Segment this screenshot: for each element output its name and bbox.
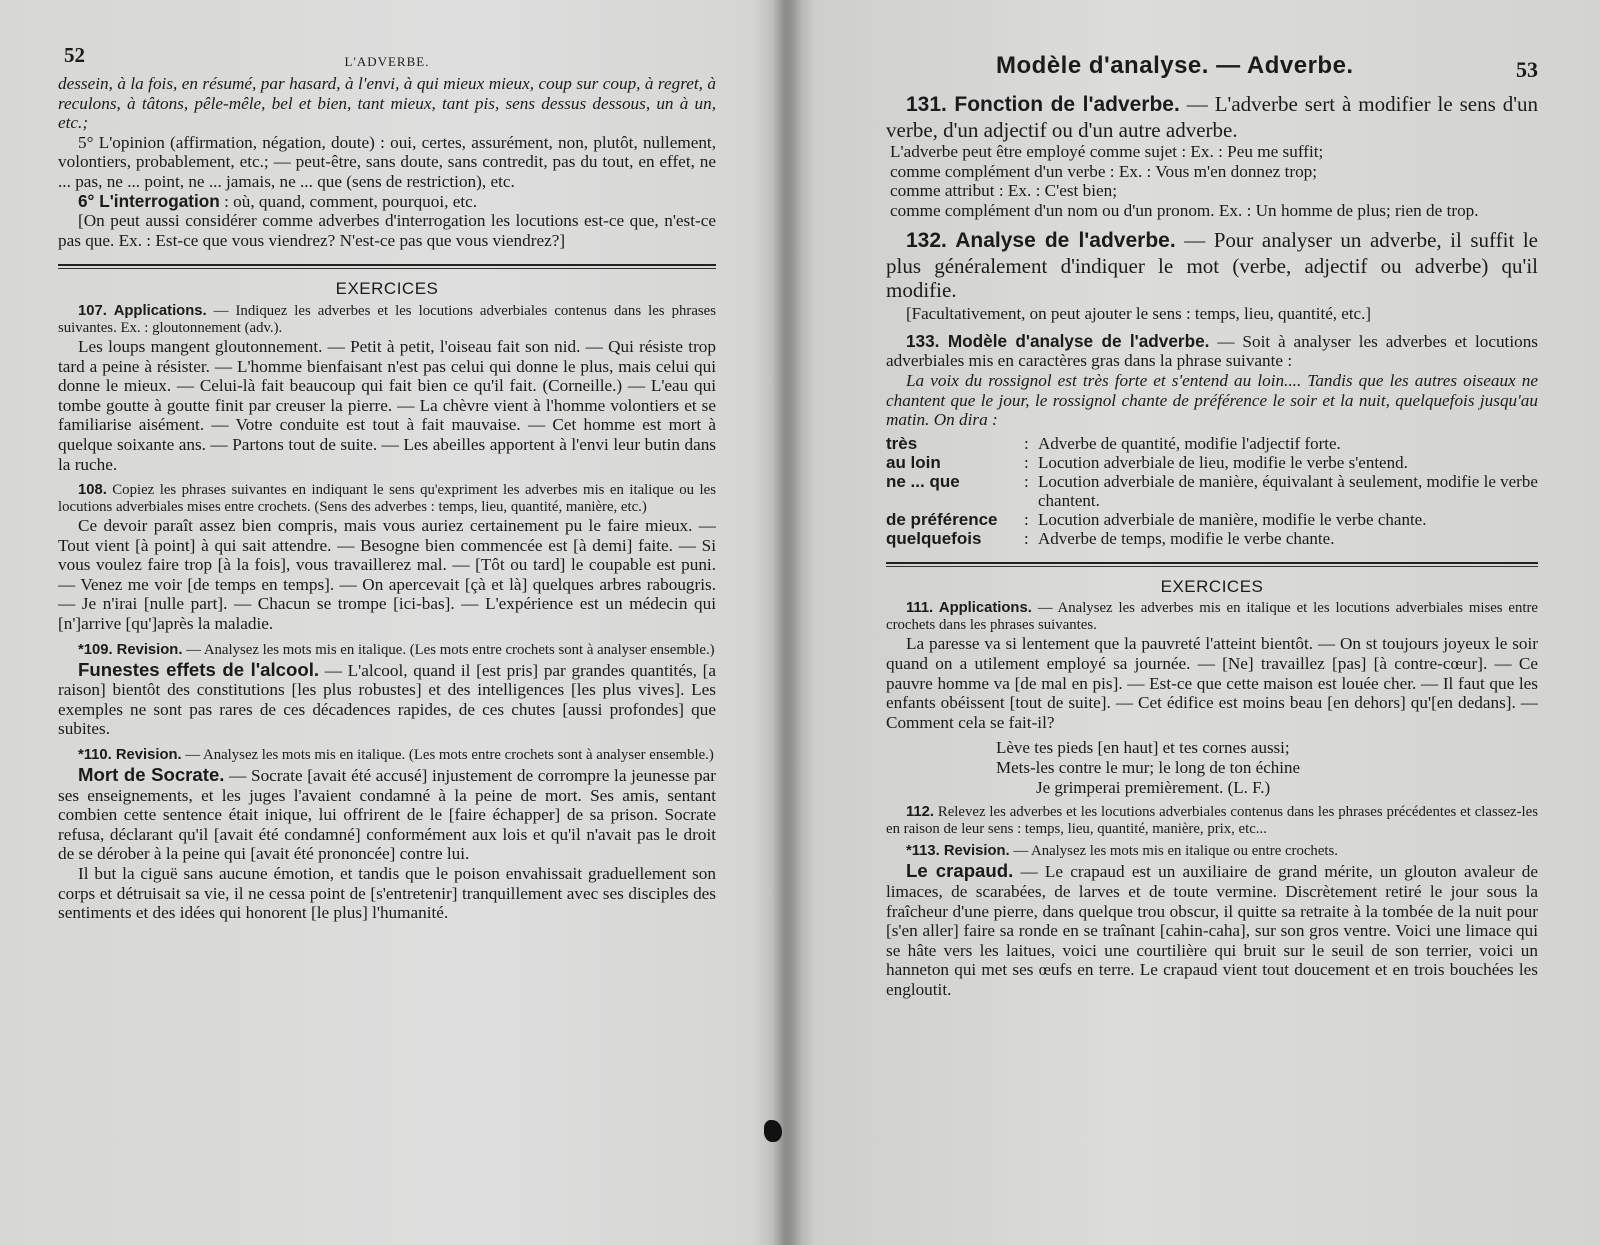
analysis-colon: : xyxy=(1024,471,1029,491)
section-133-quote: La voix du rossignol est très forte et s'entend au loin.... Tandis que les autres oiseaux ne chantent que le jour, le rossignol chante de préférence le soir et la nuit, quelquefois jusqu'au matin. On dira : xyxy=(886,371,1538,430)
interrogation-text: : où, quand, comment, pourquoi, etc. xyxy=(219,191,478,211)
analysis-row xyxy=(886,472,1538,510)
exercise-107-text: — Indiquez les adverbes et les locutions adverbiales contenus dans les phrases suivantes. Ex. : gloutonnement (adv.). xyxy=(58,302,716,336)
analysis-table xyxy=(886,434,1538,548)
analysis-term: très xyxy=(886,433,918,453)
exercise-111-head: 111. Applications. xyxy=(906,600,1032,617)
right-page-header xyxy=(886,40,1538,92)
section-131-head: 131. Fonction de l'adverbe. xyxy=(906,93,1180,116)
analysis-colon: : xyxy=(1024,509,1029,529)
analysis-colon: : xyxy=(1024,528,1029,548)
exercise-113-title: Le crapaud. xyxy=(906,860,1014,882)
exercises-title: EXERCICES xyxy=(335,279,439,299)
analysis-description: Locution adverbiale de lieu, modifie le verbe s'entend. xyxy=(1038,452,1408,472)
exercise-107-instructions xyxy=(58,303,716,337)
exercise-113-head: *113. Revision. xyxy=(906,843,1010,860)
analysis-term: ne ... que xyxy=(886,471,960,491)
exercise-113-instructions xyxy=(886,843,1538,860)
exercise-108-text: Copiez les phrases suivantes en indiquant le sens qu'expriment les adverbes mis en italique ou les locutions adverbiales mises entre crochets. (Sens des adverbes : temps, lieu, quantité, manière, etc.) xyxy=(58,482,716,516)
analysis-description: Adverbe de quantité, modifie l'adjectif forte. xyxy=(1038,433,1341,453)
exercise-112-instructions xyxy=(886,804,1538,838)
exercise-109-text-body: — L'alcool, quand il [est pris] par grandes quantités, [a raison] bientôt des constitutions [les plus robustes] et des intelligences [les plus vives]. Les exemples ne sont pas rares de ces décadences rapides, de ces chutes [aussi profondes] que subites. xyxy=(58,660,716,739)
exercise-111-instructions xyxy=(886,600,1538,634)
paragraph-interrogation xyxy=(58,192,716,212)
exercise-112-head: 112. xyxy=(906,804,934,821)
analysis-row xyxy=(886,510,1538,529)
ink-blot xyxy=(764,1120,782,1142)
example-complement-verb: comme complément d'un verbe : Ex. : Vous m'en donnez trop; xyxy=(890,161,1318,181)
page-number: 52 xyxy=(64,43,85,67)
exercise-113-text-body: — Le crapaud est un auxiliaire de grand mérite, un glouton avaleur de limaces, de scarabées, de larves et de toute vermine. Discrètement retiré le jour sous la fraîcheur d'une pierre, dans quelque trou obscur, il quitte sa retraite à la tombée de la nuit pour [s'en aller] faire sa ronde en se traînant [cahin-caha], sur son gros ventre. Voici une limace qui se hâte vers les laitues, voici une courtilière qui bruit sur le seuil de son terrier, voici un hanneton qui met ses œufs en terre. Le crapaud vient tout doucement et en trois bouchées les engloutit. xyxy=(886,862,1538,999)
exercise-110-body xyxy=(58,764,716,864)
analysis-term: au loin xyxy=(886,452,941,472)
exercise-112-text: Relevez les adverbes et les locutions adverbiales contenus dans les phrases précédentes et classez-les en raison de leur sens : temps, lieu, quantité, manière, prix, etc... xyxy=(886,804,1538,838)
exercise-111-text: — Analysez les adverbes mis en italique et les locutions adverbiales mises entre crochets dans les phrases suivantes. xyxy=(886,600,1538,634)
analysis-colon: : xyxy=(1024,433,1029,453)
page-number: 53 xyxy=(1516,57,1538,82)
section-133 xyxy=(886,332,1538,371)
exercise-107-head: 107. Applications. xyxy=(78,302,207,319)
exercise-113-body xyxy=(886,860,1538,999)
exercise-110-instructions xyxy=(58,747,716,764)
poem-quote xyxy=(996,738,1538,798)
paragraph-manner-list: dessein, à la fois, en résumé, par hasard, à l'envi, à qui mieux mieux, coup sur coup, à regret, à reculons, à tâtons, pêle-mêle, bel et bien, tant mieux, tant pis, sens dessus dessous, un à un, etc.; xyxy=(58,74,716,133)
running-head: L'ADVERBE. xyxy=(344,54,430,69)
exercise-109-body xyxy=(58,659,716,739)
section-133-text: — Soit à analyser les adverbes et locutions adverbiales mis en caractères gras dans la phrase suivante : xyxy=(886,331,1538,371)
left-page-header xyxy=(58,40,716,74)
section-131-examples xyxy=(886,142,1538,220)
right-page xyxy=(886,40,1538,1230)
analysis-description: Locution adverbiale de manière, modifie le verbe chante. xyxy=(1038,509,1427,529)
section-131 xyxy=(886,92,1538,142)
poem-line: Lève tes pieds [en haut] et tes cornes aussi; xyxy=(996,738,1290,758)
exercise-109-title: Funestes effets de l'alcool. xyxy=(78,658,320,680)
section-132-text: — Pour analyser un adverbe, il suffit le plus généralement d'indiquer le mot (verbe, adjectif ou adverbe) qu'il modifie. xyxy=(886,228,1538,303)
analysis-colon: : xyxy=(1024,452,1029,472)
interrogation-label: 6° L'interrogation xyxy=(78,190,220,211)
analysis-row xyxy=(886,529,1538,548)
poem-line: Je grimperai premièrement. (L. F.) xyxy=(1036,778,1271,798)
left-page xyxy=(58,40,716,1230)
exercises-title: EXERCICES xyxy=(1160,576,1264,596)
exercise-109-head: *109. Revision. xyxy=(78,641,183,658)
section-132-note: [Facultativement, on peut ajouter le sens : temps, lieu, quantité, etc.] xyxy=(906,303,1372,323)
exercise-107-body: Les loups mangent gloutonnement. — Petit à petit, l'oiseau fait son nid. — Qui résiste trop tard a peine à résister. — L'homme bienfaisant n'est pas celui qui donne le plus, mais celui qui donne le mieux. — Celui-là fait beaucoup qui fait bien ce qu'il fait. (Corneille.) — L'eau qui tombe goutte à goutte finit par creuser la pierre. — La chèvre vient à l'homme volontiers et se familiarise aisément. — Votre conduite est tout à fait mauvaise. — Cet homme est mort à quelque soixante ans. — Partons tout de suite. — Les abeilles apportent à l'envi leur butin dans la ruche. xyxy=(58,336,716,474)
poem-line: Mets-les contre le mur; le long de ton échine xyxy=(996,758,1301,778)
exercise-110-text-body: — Socrate [avait été accusé] injustement de corrompre la jeunesse par ses enseignements, et les juges l'avaient condamné à la peine de mort. Ses amis, sentant combien cette sentence était inique, lui offrirent de le [faire échapper] de sa prison. Socrate refusa, déclarant qu'il [avait été condamné] conformément aux lois et qu'il n'avait pas le droit de se dérober à la peine qui [avait été prononcée] contre lui. xyxy=(58,766,716,864)
section-133-head: 133. Modèle d'analyse de l'adverbe. xyxy=(906,330,1210,351)
section-131-text: — L'adverbe sert à modifier le sens d'un verbe, d'un adjectif ou d'un autre adverbe. xyxy=(886,92,1538,142)
analysis-description: Locution adverbiale de manière, équivalant à seulement, modifie le verbe chantent. xyxy=(1038,471,1538,510)
exercise-111-body: La paresse va si lentement que la pauvreté l'atteint bientôt. — On st toujours joyeux le soir quand on a utilement employé sa journée. — [Ne] travaillez [pas] [à contre-cœur]. — Ce pauvre homme va [de mal en pis]. — Est-ce que cette maison est louée cher. — Il faut que les enfants obéissent [tout de suite]. — Cet édifice est moins beau [en dehors] qu'[en dedans]. — Comment cela se fait-il? xyxy=(886,634,1538,732)
exercise-113-text: — Analysez les mots mis en italique ou entre crochets. xyxy=(1009,843,1338,860)
analysis-term: quelquefois xyxy=(886,528,982,548)
paragraph-interrogation-note: [On peut aussi considérer comme adverbes d'interrogation les locutions est-ce que, n'est-ce pas que. Ex. : Est-ce que vous viendrez? N'est-ce pas que vous viendrez?] xyxy=(58,211,716,250)
exercise-110-body-2: Il but la ciguë sans aucune émotion, et tandis que le poison envahissait graduellement son corps et détruisait sa vie, il ne cessa point de [s'entretenir] tranquillement avec ses disciples des sentiments et des idées qui honorent [le plus] l'humanité. xyxy=(58,864,716,923)
exercise-109-instructions xyxy=(58,642,716,659)
section-132 xyxy=(886,228,1538,303)
section-rule xyxy=(58,264,716,269)
analysis-row xyxy=(886,453,1538,472)
analysis-term: de préférence xyxy=(886,509,998,529)
paragraph-opinion: 5° L'opinion (affirmation, négation, doute) : oui, certes, assurément, non, plutôt, nullement, volontiers, probablement, etc.; — peut-être, sans doute, sans contredit, pas du tout, en effet, ne ... pas, ne ... point, ne ... jamais, ne ... que (sens de restriction), etc. xyxy=(58,132,716,191)
analysis-description: Adverbe de temps, modifie le verbe chante. xyxy=(1038,528,1335,548)
running-head: Modèle d'analyse. — Adverbe. xyxy=(996,52,1354,79)
exercise-110-text: — Analysez les mots mis en italique. (Les mots entre crochets sont à analyser ensemble.) xyxy=(181,747,714,764)
section-rule xyxy=(886,562,1538,567)
exercise-108-instructions xyxy=(58,482,716,516)
exercise-108-head: 108. xyxy=(78,482,107,499)
example-attribute: comme attribut : Ex. : C'est bien; xyxy=(890,181,1117,201)
analysis-row xyxy=(886,434,1538,453)
section-132-head: 132. Analyse de l'adverbe. xyxy=(906,229,1176,253)
exercise-109-text: — Analysez les mots mis en italique. (Les mots entre crochets sont à analyser ensemble.) xyxy=(182,641,715,658)
exercise-108-body: Ce devoir paraît assez bien compris, mais vous auriez certainement pu le faire mieux. — Tout vient [à point] à qui sait attendre. — Besogne bien commencée est [à demi] faite. — Si vous voulez faire trop [à la fois], vous travaillerez mal. — [Tôt ou tard] le coupable est puni. — Venez me voir [de temps en temps]. — On apercevait [çà et là] quelques arbres rabougris. — Je n'irai [nulle part]. — Chacun se trompe [ici-bas]. — L'expérience est un médecin qui [n']arrive [qu']après la maladie. xyxy=(58,516,716,634)
example-complement-noun: comme complément d'un nom ou d'un pronom. Ex. : Un homme de plus; rien de trop. xyxy=(890,200,1479,220)
exercise-110-title: Mort de Socrate. xyxy=(78,764,225,786)
book-gutter xyxy=(772,0,802,1245)
exercise-110-head: *110. Revision. xyxy=(78,747,182,764)
example-subject: L'adverbe peut être employé comme sujet : Ex. : Peu me suffit; xyxy=(890,142,1324,161)
